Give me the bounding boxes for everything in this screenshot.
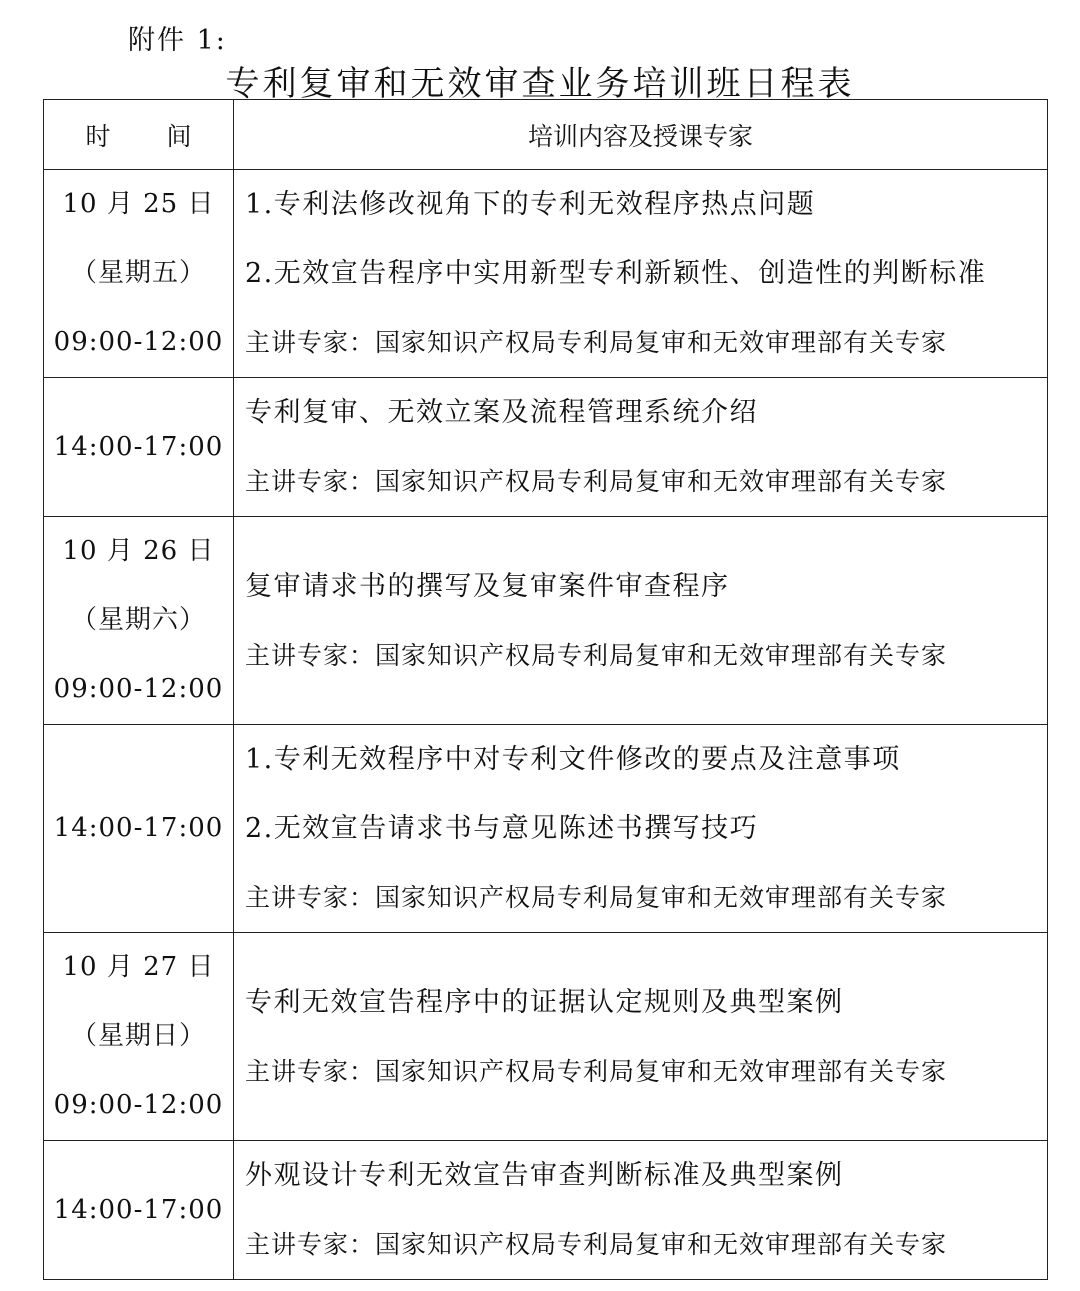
topic: 外观设计专利无效宣告审查判断标准及典型案例: [245, 1160, 844, 1191]
table-row: [44, 517, 1048, 725]
document-title: 专利复审和无效审查业务培训班日程表: [225, 64, 855, 104]
topic: 1.专利无效程序中对专利文件修改的要点及注意事项: [245, 744, 901, 775]
time-cell: [44, 517, 234, 725]
session-weekday: （星期日）: [70, 1021, 206, 1051]
table-row: [44, 725, 1048, 933]
table-row: [44, 1141, 1048, 1280]
topic: 2.无效宣告请求书与意见陈述书撰写技巧: [245, 813, 759, 844]
header-time: 时 间: [44, 100, 234, 170]
content-cell: [234, 170, 1048, 378]
header-content: 培训内容及授课专家: [234, 100, 1048, 170]
time-cell: [44, 1141, 234, 1280]
time-cell: [44, 378, 234, 517]
table-row: [44, 933, 1048, 1141]
session-time: 09:00-12:00: [53, 1090, 224, 1120]
topic: 专利无效宣告程序中的证据认定规则及典型案例: [245, 986, 844, 1018]
content-cell: [234, 517, 1048, 725]
content-cell: [234, 378, 1048, 517]
topic: 2.无效宣告程序中实用新型专利新颖性、创造性的判断标准: [245, 258, 987, 289]
expert-line: 主讲专家：国家知识产权局专利局复审和无效审理部有关专家: [245, 883, 948, 912]
session-time: 14:00-17:00: [53, 813, 224, 843]
time-cell: [44, 170, 234, 378]
expert-line: 主讲专家：国家知识产权局专利局复审和无效审理部有关专家: [245, 640, 948, 670]
table-header-row: [44, 100, 1048, 170]
expert-line: 主讲专家：国家知识产权局专利局复审和无效审理部有关专家: [245, 467, 948, 496]
expert-line: 主讲专家：国家知识产权局专利局复审和无效审理部有关专家: [245, 1056, 948, 1086]
schedule-table: [43, 99, 1048, 1280]
expert-line: 主讲专家：国家知识产权局专利局复审和无效审理部有关专家: [245, 328, 948, 357]
table-row: [44, 378, 1048, 517]
session-time: 09:00-12:00: [53, 674, 224, 704]
table-row: [44, 170, 1048, 378]
session-weekday: （星期五）: [70, 258, 206, 288]
session-time: 09:00-12:00: [53, 327, 224, 357]
session-date: 10 月 27 日: [62, 952, 215, 982]
session-weekday: （星期六）: [70, 605, 206, 635]
expert-line: 主讲专家：国家知识产权局专利局复审和无效审理部有关专家: [245, 1230, 948, 1259]
content-cell: [234, 933, 1048, 1141]
time-cell: [44, 933, 234, 1141]
topic: 专利复审、无效立案及流程管理系统介绍: [245, 397, 758, 428]
session-time: 14:00-17:00: [53, 1194, 224, 1225]
session-date: 10 月 26 日: [62, 536, 215, 566]
time-cell: [44, 725, 234, 933]
session-time: 14:00-17:00: [53, 431, 224, 462]
session-date: 10 月 25 日: [62, 189, 215, 219]
topic: 复审请求书的撰写及复审案件审查程序: [245, 570, 730, 602]
content-cell: [234, 725, 1048, 933]
content-cell: [234, 1141, 1048, 1280]
attachment-label: 附件 1:: [128, 25, 227, 56]
topic: 1.专利法修改视角下的专利无效程序热点问题: [245, 189, 816, 220]
